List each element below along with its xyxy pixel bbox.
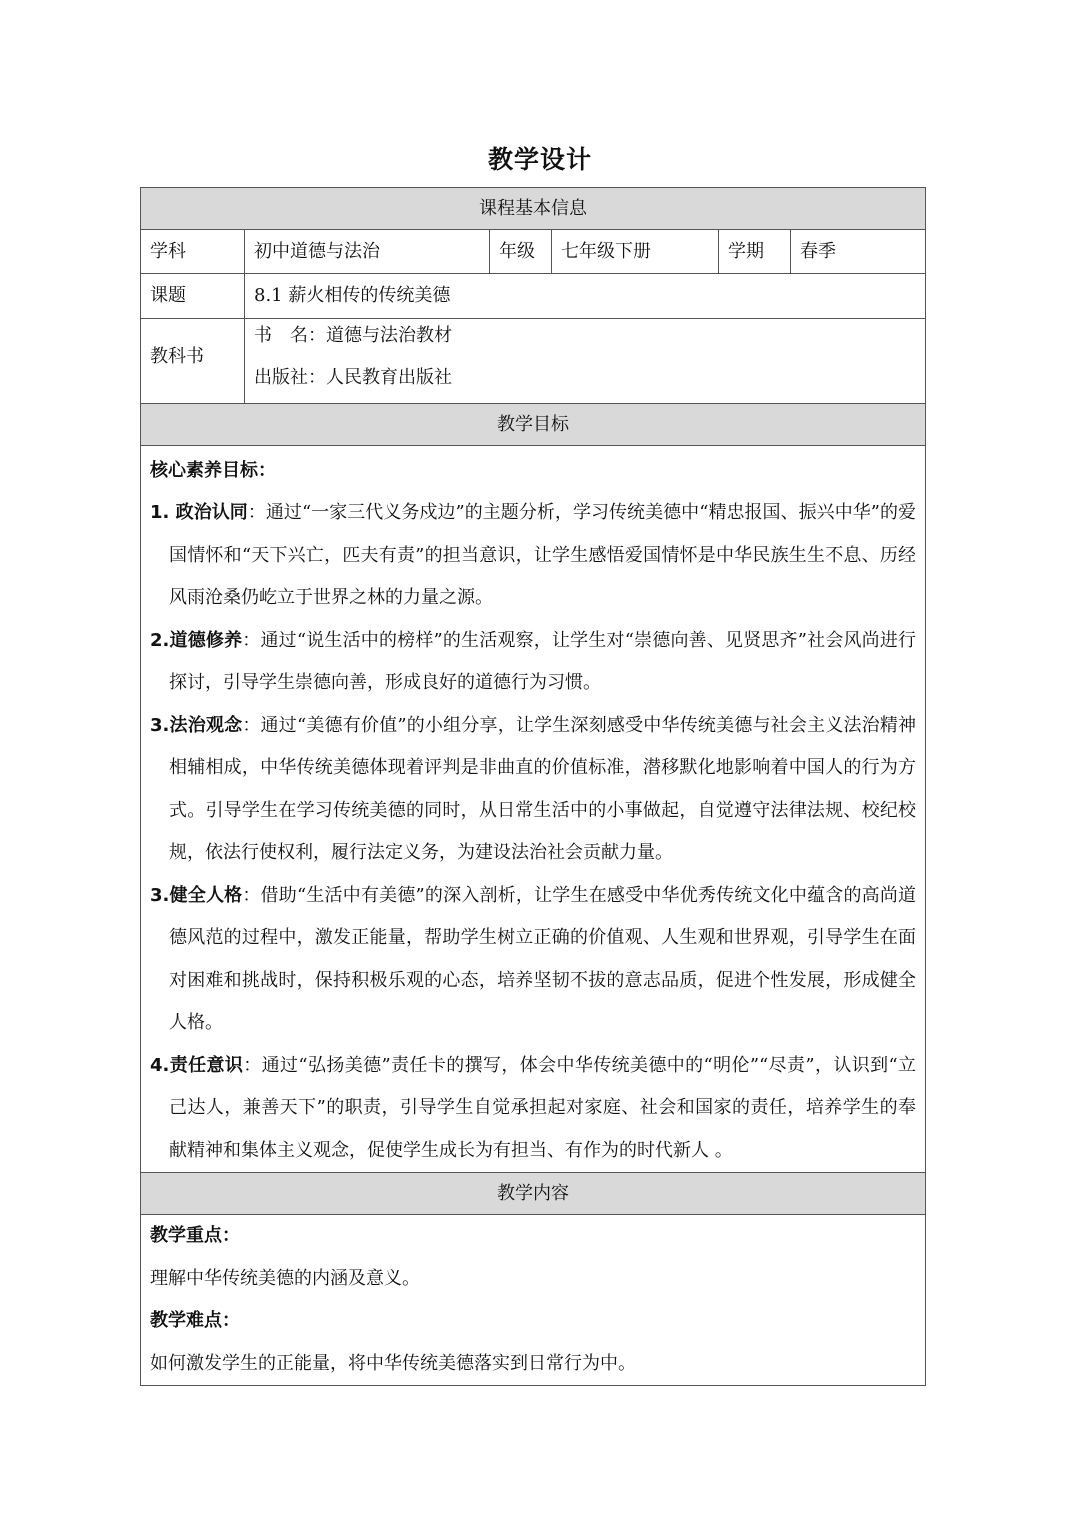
textbook-label: 教科书 [141, 319, 245, 404]
goal-item [150, 705, 916, 875]
goal-text: ：通过“弘扬美德”责任卡的撰写，体会中华传统美德中的“明伦”“尽责”，认识到“立己达人，兼善天下”的职责，引导学生自觉承担起对家庭、社会和国家的责任，培养学生的奉献精神和集体主义观念，促使学生成长为有担当、有作为的时代新人 。 [169, 1054, 917, 1161]
section-basic-info-row [141, 188, 926, 230]
topic-row [141, 274, 926, 319]
term-label: 学期 [719, 230, 791, 274]
difficult-point-label: 教学难点： [150, 1310, 240, 1331]
textbook-value [245, 319, 926, 404]
goal-heading: 2.道德修养 [150, 629, 243, 651]
goals-row [141, 446, 926, 1173]
topic-value: 8.1 薪火相传的传统美德 [245, 274, 926, 319]
subject-value: 初中道德与法治 [245, 230, 490, 274]
section-content-row [141, 1173, 926, 1215]
lesson-design-table [140, 187, 926, 1386]
textbook-row [141, 319, 926, 404]
goal-heading: 3.健全人格 [150, 884, 243, 906]
term-value: 春季 [791, 230, 926, 274]
key-point-text: 理解中华传统美德的内涵及意义。 [150, 1267, 420, 1289]
section-goals-row [141, 404, 926, 446]
goal-item [150, 1045, 916, 1173]
section-content-header: 教学内容 [141, 1173, 926, 1215]
goal-text: ：借助“生活中有美德”的深入剖析，让学生在感受中华优秀传统文化中蕴含的高尚道德风范的过程中，激发正能量，帮助学生树立正确的价值观、人生观和世界观，引导学生在面对困难和挑战时，保持积极乐观的心态，培养坚韧不拔的意志品质，促进个性发展，形成健全人格。 [169, 884, 917, 1033]
goal-text: ：通过“说生活中的榜样”的生活观察，让学生对“崇德向善、见贤思齐”社会风尚进行探讨，引导学生崇德向善，形成良好的道德行为习惯。 [169, 629, 917, 693]
subject-grade-term-row [141, 230, 926, 274]
page-title: 教学设计 [487, 145, 592, 174]
goal-item [150, 492, 916, 620]
content-row [141, 1215, 926, 1386]
subject-label: 学科 [141, 230, 245, 274]
key-point-label: 教学重点： [150, 1225, 240, 1246]
difficult-point-text: 如何激发学生的正能量，将中华传统美德落实到日常行为中。 [150, 1352, 636, 1374]
goals-cell [141, 446, 926, 1173]
goal-heading: 3.法治观念 [150, 714, 243, 736]
goal-item [150, 875, 916, 1045]
textbook-publisher-line: 出版社：人民教育出版社 [254, 367, 452, 388]
topic-label: 课题 [141, 274, 245, 319]
goal-item [150, 620, 916, 705]
textbook-name-line: 书 名：道德与法治教材 [254, 325, 452, 346]
section-basic-info-header: 课程基本信息 [141, 188, 926, 230]
grade-label: 年级 [490, 230, 552, 274]
goal-heading: 4.责任意识 [150, 1054, 244, 1076]
section-goals-header: 教学目标 [141, 404, 926, 446]
goal-heading: 1. 政治认同 [150, 502, 248, 523]
goal-text: ：通过“美德有价值”的小组分享，让学生深刻感受中华传统美德与社会主义法治精神相辅相成，中华传统美德体现着评判是非曲直的价值标准，潜移默化地影响着中国人的行为方式。引导学生在学习传统美德的同时，从日常生活中的小事做起，自觉遵守法律法规、校纪校规，依法行使权利，履行法定义务，为建设法治社会贡献力量。 [169, 714, 917, 863]
goal-text: ：通过“一家三代义务戍边”的主题分析，学习传统美德中“精忠报国、振兴中华”的爱国情怀和“天下兴亡，匹夫有责”的担当意识，让学生感悟爱国情怀是中华民族生生不息、历经风雨沧桑仍屹立于世界之林的力量之源。 [169, 502, 917, 608]
content-cell [141, 1215, 926, 1386]
goals-title: 核心素养目标： [150, 460, 276, 481]
grade-value: 七年级下册 [552, 230, 719, 274]
